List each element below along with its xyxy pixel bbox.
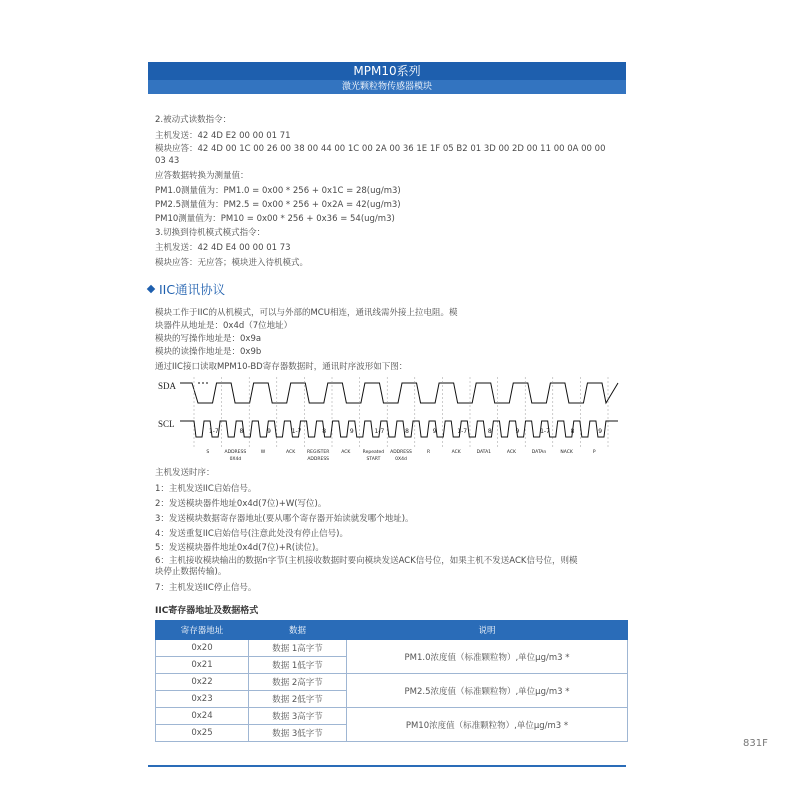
segment-label: R [427,450,431,455]
register-table [155,620,628,742]
cell-data: 数据 2高字节 [249,674,347,691]
passive-line: PM2.5测量值为：PM2.5 = 0x00 * 256 + 0x2A = 42(ug/m3) [155,200,401,210]
step-item: 7：主机发送IIC停止信号。 [155,583,257,593]
iic-line: 块器件从地址是：0x4d（7位地址） [155,321,293,331]
header-address: 寄存器地址 [156,621,249,640]
passive-line: PM1.0测量值为：PM1.0 = 0x00 * 256 + 0x1C = 28(ug/m3) [155,186,401,196]
scl-label: SCL [158,419,175,429]
bit-label: 9 [432,428,437,435]
passive-line: 2.被动式读数指令： [155,115,232,125]
step-item: 1：主机发送IIC启始信号。 [155,484,257,494]
cell-data: 数据 1高字节 [249,640,347,657]
cell-description: PM10浓度值（标准颗粒物）,单位μg/m3 * [347,708,628,742]
header-description: 说明 [347,621,628,640]
cell-address: 0x21 [156,657,249,674]
segment-label: ACK [286,450,296,455]
step-item: 3：发送模块数据寄存器地址(要从哪个寄存器开始读就发哪个地址)。 [155,514,414,524]
module-subtitle: 激光颗粒物传感器模块 [148,80,626,94]
steps-title: 主机发送时序： [155,468,215,478]
segment-label: P [592,450,596,455]
scl-waveform [180,421,618,437]
series-title: MPM10系列 [148,62,626,80]
step-item: 2：发送模块器件地址0x4d(7位)+W(写位)。 [155,499,327,509]
bit-labels [209,428,602,435]
segment-label: W [260,450,266,455]
page-number: 831F [743,738,768,749]
cell-description: PM1.0浓度值（标准颗粒物）,单位μg/m3 * [347,640,628,674]
bit-label: 9 [515,428,520,435]
cell-data: 数据 1低字节 [249,657,347,674]
segment-label: ACK [506,450,516,455]
table-header-row [156,621,628,640]
segment-label: REGISTER [307,450,330,455]
segment-label: DATA1 [476,450,492,455]
passive-line: 3.切换到待机模式模式指令： [155,228,266,238]
passive-line: 模块应答：无应答；模块进入待机模式。 [155,258,309,268]
iic-line: 模块的读操作地址是：0x9b [155,347,262,357]
iic-line: 模块的写操作地址是：0x9a [155,334,262,344]
segment-label: ACK [451,450,461,455]
cell-description: PM2.5浓度值（标准颗粒物）,单位μg/m3 * [347,674,628,708]
bit-label: 1-7 [291,428,302,435]
step-item: 6：主机接收模块输出的数据n字节(主机接收数据时要向模块发送ACK信号位，如果主机不发送ACK信号位，则模 [155,556,578,566]
segment-label: ADDRESS [390,450,412,455]
step-item: 块停止数据传输)。 [155,567,227,577]
cell-address: 0x20 [156,640,249,657]
segment-label: Repeated [362,450,385,455]
bit-label: 1-7 [208,428,219,435]
iic-section-heading [148,280,225,298]
segment-sublabel: START [366,457,381,462]
bit-label: 1-7 [540,428,550,435]
sda-label: SDA [158,381,177,391]
table-row [156,640,628,657]
cell-address: 0x24 [156,708,249,725]
iic-line: 通过IIC接口读取MPM10-BD寄存器数据时，通讯时序波形如下图： [155,362,408,372]
passive-line: 主机发送：42 4D E4 00 00 01 73 [155,243,291,253]
segment-label: S [206,450,210,455]
segment-sublabel: 0X4d [395,457,407,462]
cell-address: 0x22 [156,674,249,691]
header-data: 数据 [249,621,347,640]
table-row [156,674,628,691]
sda-waveform [180,377,618,449]
iic-line: 模块工作于IIC的从机模式，可以与外部的MCU相连，通讯线需外接上拉电阻。模 [155,308,458,318]
footer-divider [148,765,626,767]
bit-label: 1-7 [374,428,385,435]
cell-address: 0x25 [156,725,249,742]
bit-label: 1-7 [457,428,468,435]
bit-label: 8 [322,428,327,435]
cell-data: 数据 3低字节 [249,725,347,742]
bit-label: 8 [405,428,409,435]
passive-line: 主机发送：42 4D E2 00 00 01 71 [155,131,291,141]
passive-line: 模块应答：42 4D 00 1C 00 26 00 38 00 44 00 1C 00 2A 00 36 1E 1F 05 B2 01 3D 00 2D 00 11 00 0A 00 00 [155,144,606,154]
bit-label: 9 [267,428,271,435]
segment-label: ACK [341,450,351,455]
passive-line: 应答数据转换为测量值： [155,171,249,181]
bit-label: 8 [487,428,492,435]
segment-label: NACK [560,450,573,455]
bit-label: 8 [239,428,244,435]
bit-label: 9 [349,428,354,435]
iic-timing-diagram [148,375,628,465]
segment-labels [206,449,595,462]
cell-data: 数据 3高字节 [249,708,347,725]
passive-line: PM10测量值为：PM10 = 0x00 * 256 + 0x36 = 54(ug/m3) [155,214,395,224]
passive-line: 03 43 [155,156,180,166]
bit-label: 9 [598,428,603,435]
cell-data: 数据 2低字节 [249,691,347,708]
cell-address: 0x23 [156,691,249,708]
step-item: 4：发送重复IIC启始信号(注意此处没有停止信号)。 [155,529,348,539]
segment-sublabel: 0X4d [229,457,242,462]
segment-label: ADDRESS [224,450,247,455]
bit-label: 8 [570,428,575,435]
step-item: 5：发送模块器件地址0x4d(7位)+R(读位)。 [155,543,324,553]
table-title: IIC寄存器地址及数据格式 [155,606,259,616]
table-row [156,708,628,725]
segment-sublabel: ADDRESS [307,457,330,462]
iic-heading-text: IIC通讯协议 [159,282,226,297]
diamond-bullet-icon [147,285,155,293]
segment-label: DATAn [531,450,547,455]
